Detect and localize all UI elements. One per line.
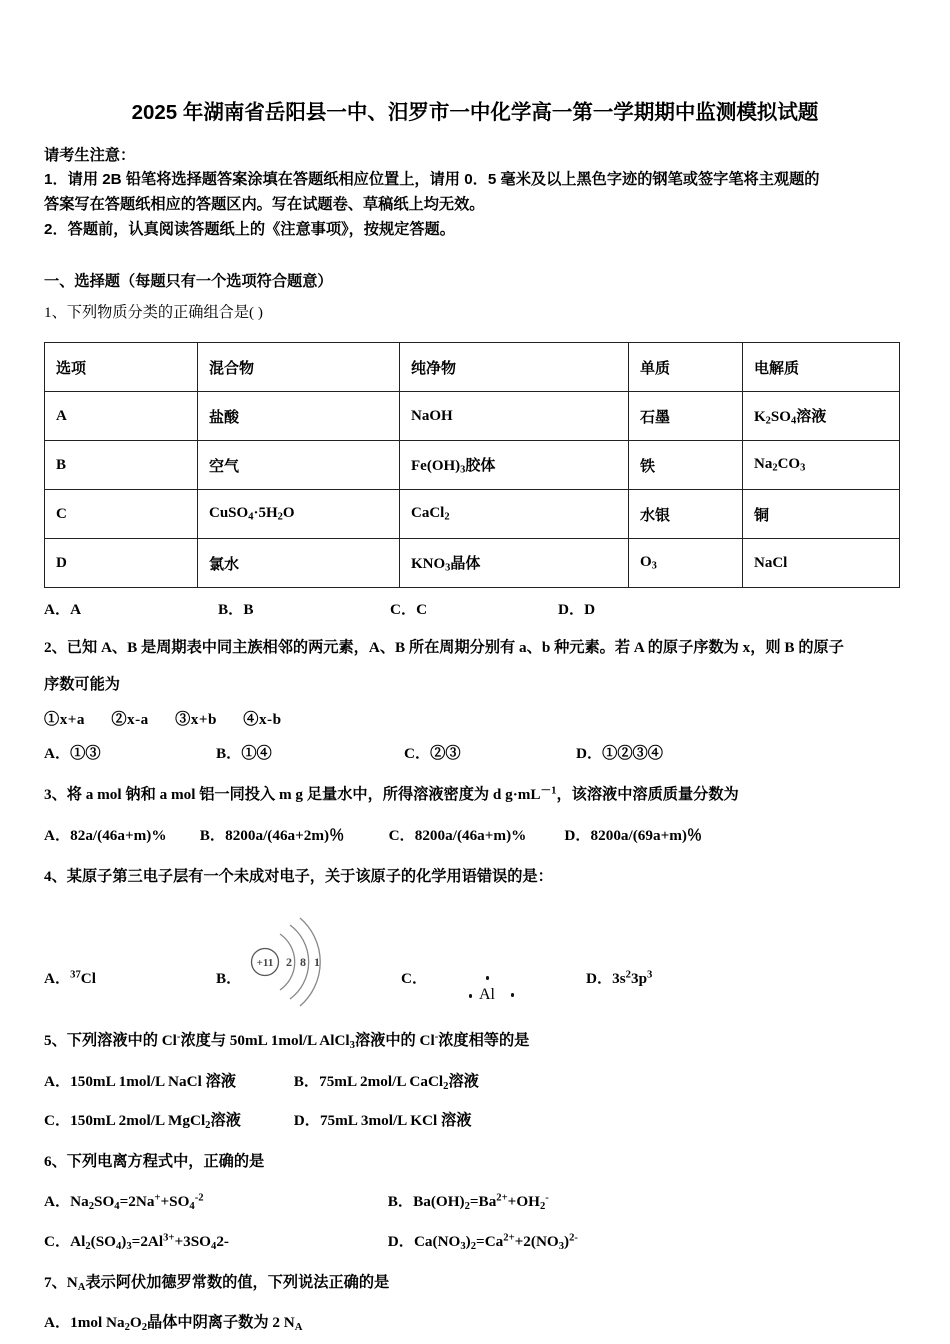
table-cell-option: D [45, 539, 198, 588]
table-cell-pure: NaOH [400, 392, 629, 441]
question-5-answers-row-2 [44, 1107, 906, 1135]
answer-option-c[interactable]: C．150mL 2mol/L MgCl$_2$溶液 [44, 1112, 241, 1132]
answer-option-c[interactable]: C．8200a/(46a+m)% [388, 827, 527, 845]
inline-choice-3: ③x+b [175, 711, 217, 729]
answer-option-d[interactable] [586, 967, 766, 988]
table-cell-element: 水银 [629, 490, 743, 539]
question-1-stem: 1、下列物质分类的正确组合是( ) [44, 304, 263, 322]
answer-option-a-label: A． [44, 970, 71, 988]
table-cell-pure: $KNO_3$晶体 [400, 539, 629, 588]
table-cell-mixture: 盐酸 [198, 392, 400, 441]
answer-option-c[interactable]: C．②③ [404, 745, 461, 763]
answer-option-b[interactable]: B．75mL 2mol/L CaCl$_2$溶液 [293, 1072, 479, 1092]
inline-choice-2: ②x-a [111, 711, 149, 729]
answer-option-a[interactable] [44, 967, 216, 988]
inline-choice-1: ①x+a [44, 711, 86, 729]
question-2-stem-line-1: 2、已知 A、B 是周期表中同主族相邻的两元素，A、B 所在周期分别有 a、b 种元素。若 A 的原子序数为 x，则 B 的原子 [44, 639, 844, 657]
table-cell-option: B [45, 441, 198, 490]
lewis-dot-left [469, 994, 472, 997]
table-cell-electrolyte: $K_2SO_4$溶液 [743, 392, 900, 441]
question-4-stem: 4、某原子第三电子层有一个未成对电子，关于该原子的化学用语错误的是： [44, 867, 553, 885]
question-2-answers [44, 740, 906, 767]
answer-option-a[interactable]: A．A [44, 601, 82, 619]
table-row [45, 441, 900, 490]
answer-option-b[interactable]: B．8200a/(46a+2m)％ [199, 827, 345, 845]
page-title: 2025 年湖南省岳阳县一中、汨罗市一中化学高一第一学期期中监测模拟试题 [131, 101, 819, 124]
table-cell-electrolyte: NaCl [743, 539, 900, 588]
answer-option-b-label: B． [216, 970, 242, 988]
table-row [45, 539, 900, 588]
answer-option-a[interactable]: A．150mL 1mol/L NaCl 溶液 [44, 1072, 236, 1090]
bohr-model-sodium-icon [246, 914, 358, 1010]
table-cell-option: A [45, 392, 198, 441]
inline-choice-4: ④x-b [243, 711, 282, 729]
question-3-stem: 3、将 a mol 钠和 a mol 铝一同投入 m g 足量水中，所得溶液密度为 d $g\cdot mL^{-1}$，该溶液中溶质质量分数为 [44, 785, 739, 803]
answer-option-d[interactable]: D．①②③④ [576, 745, 663, 763]
answer-option-c[interactable] [401, 967, 586, 1004]
question-7-stem: 7、$N_A$表示阿伏加德罗常数的值，下列说法正确的是 [44, 1273, 390, 1293]
table-header-cell: 电解质 [743, 343, 900, 392]
question-5-answers-row-1 [44, 1068, 906, 1096]
answer-option-a[interactable]: A．①③ [44, 745, 101, 763]
table-row [45, 392, 900, 441]
svg-text:2: 2 [286, 955, 292, 970]
table-cell-electrolyte: $Na_2CO_3$ [743, 441, 900, 490]
table-header-cell: 选项 [45, 343, 198, 392]
lewis-dot-right [511, 993, 514, 996]
lewis-dot-top [486, 976, 489, 979]
section-heading: 一、选择题（每题只有一个选项符合题意） [44, 273, 333, 291]
table-cell-pure: CaCl$_2$ [400, 490, 629, 539]
table-header-cell: 混合物 [198, 343, 400, 392]
question-6-answers-row-2 [44, 1228, 906, 1256]
answer-option-c[interactable]: C．C [390, 601, 428, 619]
lewis-dot-aluminium-icon [453, 970, 543, 1010]
table-cell-pure: $Fe(OH)_3$胶体 [400, 441, 629, 490]
lewis-symbol: Al [479, 986, 495, 1004]
notice-line-2: 答案写在答题纸相应的答题区内。写在试题卷、草稿纸上均无效。 [44, 195, 485, 213]
notice-heading: 请考生注意： [44, 146, 136, 164]
answer-option-c[interactable]: C．$Al_2(SO_4)_3=2Al^{3+}+3SO_42-$ [44, 1232, 229, 1252]
question-3-answers [44, 822, 906, 849]
question-7-answers [44, 1309, 906, 1337]
table-header-cell: 纯净物 [400, 343, 629, 392]
table-cell-electrolyte: 铜 [743, 490, 900, 539]
answer-option-d[interactable]: D．$Ca(NO_3)_2=Ca^{2+}+2(NO_3)^{2-}$ [387, 1232, 578, 1252]
candidate-notice [44, 144, 906, 243]
table-header-cell: 单质 [629, 343, 743, 392]
table-cell-element: 石墨 [629, 392, 743, 441]
table-header-row [45, 343, 900, 392]
answer-option-b[interactable]: B．B [218, 601, 254, 619]
answer-option-c-label: C． [401, 970, 428, 988]
answer-option-b[interactable] [216, 955, 401, 988]
answer-option-d-label: D． [586, 970, 613, 988]
answer-option-a[interactable]: A．82a/(46a+m)% [44, 827, 167, 845]
notice-line-3: 2．答题前，认真阅读答题纸上的《注意事项》，按规定答题。 [44, 220, 455, 238]
classification-table [44, 342, 900, 588]
answer-option-a[interactable]: A．1mol $Na_2O_2$晶体中阴离子数为 2 $N_A$ [44, 1314, 303, 1333]
notice-line-1: 1．请用 2B 铅笔将选择题答案涂填在答题纸相应位置上，请用 0．5 毫米及以上黑色字迹的钢笔或签字笔将主观题的 [44, 171, 820, 189]
table-cell-element: 铁 [629, 441, 743, 490]
svg-text:8: 8 [300, 955, 306, 970]
table-cell-mixture: 氯水 [198, 539, 400, 588]
table-cell-mixture: $CuSO_4\cdot 5H_2O$ [198, 490, 400, 539]
question-5-stem: 5、下列溶液中的 Cl-浓度与 50mL 1mol/L AlCl$_3$溶液中的 Cl-浓度相等的是 [44, 1031, 530, 1051]
answer-option-d-value: $3s^23p^3$ [612, 969, 653, 988]
question-6-answers-row-1 [44, 1188, 906, 1216]
answer-option-b[interactable]: B．①④ [216, 745, 272, 763]
question-6-stem: 6、下列电离方程式中，正确的是 [44, 1153, 265, 1171]
question-2-inline-choices [44, 708, 906, 729]
answer-option-d[interactable]: D．D [558, 601, 596, 619]
answer-option-b[interactable]: B．$Ba(OH)_2=Ba^{2+}+OH_2^-$ [387, 1192, 549, 1212]
answer-option-d[interactable]: D．75mL 3mol/L KCl 溶液 [293, 1112, 472, 1130]
question-4-answers [44, 936, 906, 1004]
answer-option-a[interactable]: A．$Na_2SO_4=2Na^++SO_4^{-2}$ [44, 1192, 204, 1212]
answer-option-d[interactable]: D．8200a/(69a+m)％ [564, 827, 703, 845]
svg-text:+11: +11 [256, 957, 274, 970]
table-cell-option: C [45, 490, 198, 539]
table-cell-element: $O_3$ [629, 539, 743, 588]
table-row [45, 490, 900, 539]
answer-option-a-value: $^{37}$Cl [70, 969, 96, 988]
question-1-answers [44, 598, 906, 619]
question-2-stem-line-2: 序数可能为 [44, 675, 120, 693]
svg-text:1: 1 [314, 955, 320, 970]
table-cell-mixture: 空气 [198, 441, 400, 490]
